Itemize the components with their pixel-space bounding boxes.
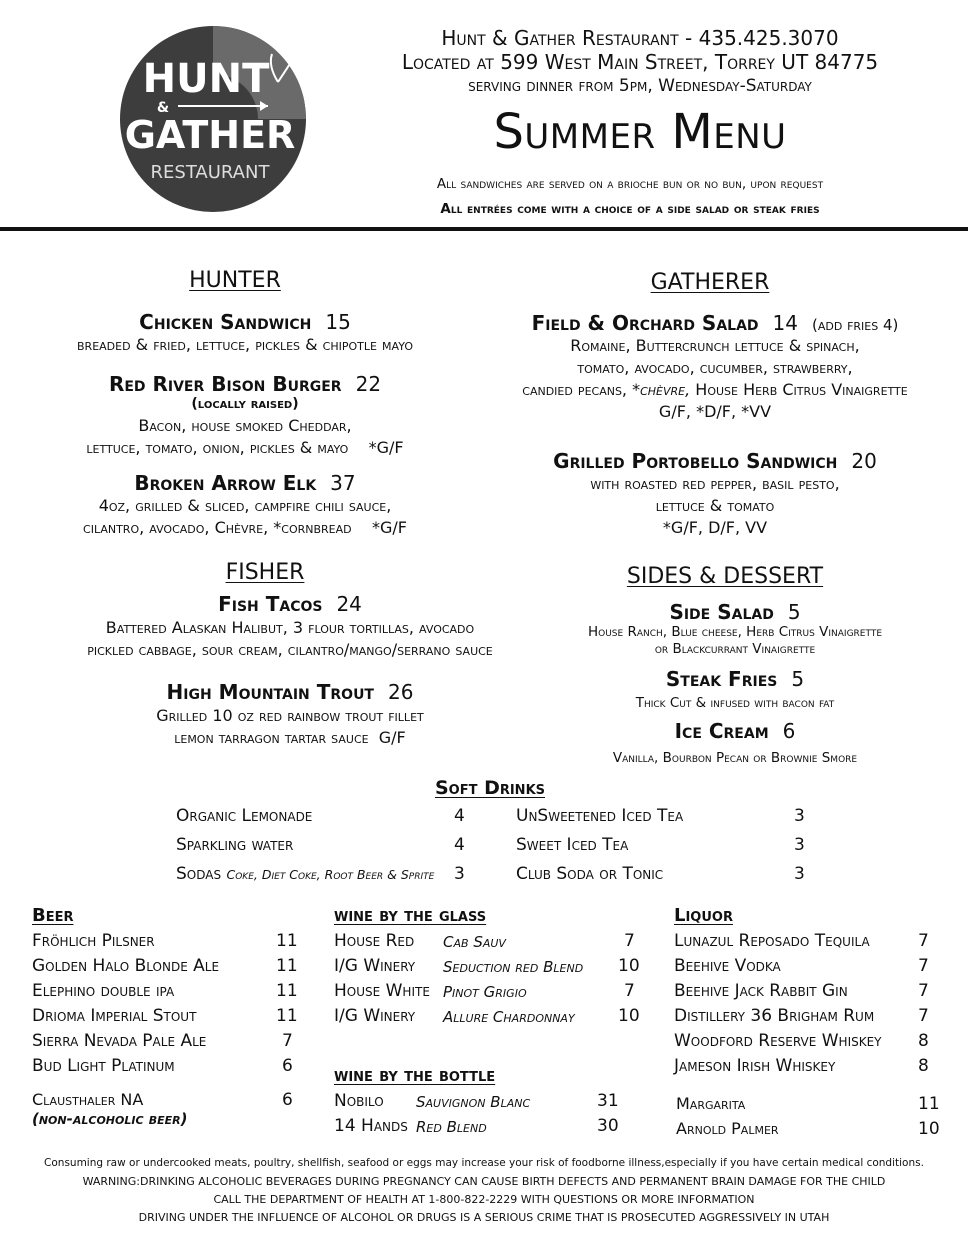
soft-drink-price: 3 [454, 864, 465, 884]
fisher-heading: FISHER [225, 560, 305, 585]
beer-item: Elephino double ipa [32, 981, 175, 1001]
item-description: lettuce & tomato [655, 496, 775, 515]
liquor-item: Arnold Palmer [676, 1119, 779, 1138]
wine-varietal: Pinot Grigio [443, 983, 527, 1001]
soft-drink-item: UnSweetened Iced Tea [516, 806, 684, 826]
menu-item-trout: High Mountain Trout 26 [166, 680, 414, 704]
dietary-tags: *G/F, D/F, VV [662, 518, 768, 537]
menu-item-bison-burger: Red River Bison Burger 22 [108, 372, 382, 396]
beer-price: 11 [276, 931, 298, 951]
item-description: 4oz, grilled & sliced, campfire chili sauce, [98, 496, 392, 515]
liquor-item: Margarita [676, 1094, 746, 1113]
item-description: Bacon, house smoked Cheddar, [138, 416, 352, 435]
wine-glass-heading: wine by the glass [334, 905, 487, 926]
footer-warning: WARNING:DRINKING ALCOHOLIC BEVERAGES DURING PREGNANCY CAN CAUSE BIRTH DEFECTS AND PERMANENT BRAIN DAMAGE FOR THE CHILD [82, 1175, 886, 1188]
liquor-price: 8 [918, 1031, 929, 1051]
liquor-price: 10 [918, 1119, 940, 1139]
liquor-price: 11 [918, 1094, 940, 1114]
wine-price: 10 [618, 1006, 640, 1026]
footer-dui-warning: DRIVING UNDER THE INFLUENCE OF ALCOHOL OR DRUGS IS A SERIOUS CRIME THAT IS PROSECUTED AGGRESSIVELY IN UTAH [138, 1211, 830, 1224]
sandwich-note: All sandwiches are served on a brioche bun or no bun, upon request [436, 176, 824, 192]
liquor-item: Lunazul Reposado Tequila [674, 931, 870, 951]
menu-title: Summer Menu [493, 104, 787, 160]
soft-drink-price: 4 [454, 835, 465, 855]
beer-item: Sierra Nevada Pale Ale [32, 1031, 207, 1051]
beer-price: 11 [276, 1006, 298, 1026]
sides-heading: SIDES & DESSERT [626, 564, 824, 589]
liquor-item: Jameson Irish Whiskey [674, 1056, 836, 1076]
menu-item-side-salad: Side Salad 5 [669, 600, 801, 624]
liquor-item: Distillery 36 Brigham Rum [674, 1006, 875, 1026]
item-description: with roasted red pepper, basil pesto, [590, 474, 840, 493]
beer-item: Bud Light Platinum [32, 1056, 175, 1076]
wine-varietal: Cab Sauv [443, 933, 506, 951]
wine-item: I/G Winery [334, 956, 416, 976]
item-description: cilantro, avocado, Chèvre, *cornbread *G/F [83, 518, 407, 537]
item-description: tomato, avocado, cucumber, strawberry, [577, 358, 853, 377]
item-description: pickled cabbage, sour cream, cilantro/mango/serrano sauce [87, 640, 493, 659]
beer-item: Drioma Imperial Stout [32, 1006, 197, 1026]
hunter-heading: HUNTER [189, 268, 281, 293]
soft-drink-item: Club Soda or Tonic [516, 864, 664, 884]
wine-price: 10 [618, 956, 640, 976]
wine-varietal: Sauvignon Blanc [416, 1093, 531, 1111]
soft-drink-price: 3 [794, 806, 805, 826]
soft-drink-item: Organic Lemonade [176, 806, 313, 826]
beer-price: 6 [282, 1056, 293, 1076]
item-description: breaded & fried, lettuce, pickles & chipotle mayo [77, 335, 413, 354]
wine-varietal: Allure Chardonnay [443, 1008, 575, 1026]
menu-item-fish-tacos: Fish Tacos 24 [218, 592, 362, 616]
item-description: Romaine, Buttercrunch lettuce & spinach, [570, 336, 860, 355]
item-description: or Blackcurrant Vinaigrette [654, 641, 816, 657]
entree-note: All entrées come with a choice of a side salad or steak fries [440, 201, 820, 217]
wine-item: Nobilo [334, 1091, 384, 1111]
beer-note: (non-alcoholic beer) [32, 1110, 188, 1128]
beer-price: 11 [276, 981, 298, 1001]
dietary-tags: G/F, *D/F, *VV [658, 402, 772, 421]
item-description: House Ranch, Blue cheese, Herb Citrus Vinaigrette [587, 624, 883, 640]
wine-price: 30 [597, 1116, 619, 1136]
footer-health-contact: CALL THE DEPARTMENT OF HEALTH AT 1-800-822-2229 WITH QUESTIONS OR MORE INFORMATION [213, 1193, 755, 1206]
wine-bottle-heading: wine by the bottle [334, 1065, 496, 1086]
menu-item-elk: Broken Arrow Elk 37 [134, 471, 356, 495]
liquor-heading: Liquor [674, 905, 733, 926]
logo-text-hunt: HUNT [142, 56, 270, 102]
liquor-price: 7 [918, 931, 929, 951]
beer-price: 7 [282, 1031, 293, 1051]
svg-text:&: & [156, 100, 170, 116]
wine-price: 31 [597, 1091, 619, 1111]
wine-item: House White [334, 981, 430, 1001]
item-description: Vanilla, Bourbon Pecan or Brownie Smore [612, 750, 858, 766]
wine-item: I/G Winery [334, 1006, 416, 1026]
wine-item: House Red [334, 931, 415, 951]
liquor-price: 7 [918, 981, 929, 1001]
soft-drink-price: 3 [794, 835, 805, 855]
header-divider [0, 227, 968, 231]
beer-price: 11 [276, 956, 298, 976]
item-description: lettuce, tomato, onion, pickles & mayo *G/F [86, 438, 404, 457]
menu-item-portobello: Grilled Portobello Sandwich 20 [553, 449, 877, 473]
soft-drink-item: Sweet Iced Tea [516, 835, 629, 855]
item-description: candied pecans, *chèvre, House Herb Citrus Vinaigrette [522, 380, 908, 399]
gatherer-heading: GATHERER [650, 270, 770, 295]
wine-varietal: Red Blend [416, 1118, 487, 1136]
liquor-price: 8 [918, 1056, 929, 1076]
wine-price: 7 [624, 981, 635, 1001]
soft-drink-item: Sodas Coke, Diet Coke, Root Beer & Sprite [176, 864, 435, 884]
liquor-price: 7 [918, 956, 929, 976]
wine-varietal: Seduction red Blend [443, 958, 584, 976]
wine-item: 14 Hands [334, 1116, 408, 1136]
header-address: Located at 599 West Main Street, Torrey UT 84775 [401, 50, 879, 74]
item-description: Grilled 10 oz red rainbow trout fillet [156, 706, 424, 725]
header-hours: serving dinner from 5pm, Wednesday-Saturday [468, 76, 812, 96]
beer-item: Fröhlich Pilsner [32, 931, 155, 951]
liquor-item: Beehive Jack Rabbit Gin [674, 981, 848, 1001]
logo-text-restaurant: RESTAURANT [150, 162, 270, 183]
footer-disclaimer: Consuming raw or undercooked meats, poultry, shellfish, seafood or eggs may increase your risk of foodborne illness,especially if you have certain medical conditions. [44, 1157, 924, 1169]
beer-price: 6 [282, 1090, 293, 1110]
item-description: lemon tarragon tartar sauce G/F [174, 728, 406, 747]
soft-drink-price: 3 [794, 864, 805, 884]
item-description: Battered Alaskan Halibut, 3 flour tortillas, avocado [105, 618, 475, 637]
header-contact: Hunt & Gather Restaurant - 435.425.3070 [441, 26, 839, 50]
liquor-price: 7 [918, 1006, 929, 1026]
menu-item-ice-cream: Ice Cream 6 [674, 719, 796, 743]
soft-drink-price: 4 [454, 806, 465, 826]
item-description: Thick Cut & infused with bacon fat [635, 695, 835, 711]
liquor-item: Beehive Vodka [674, 956, 781, 976]
menu-item-chicken-sandwich: Chicken Sandwich 15 [139, 310, 351, 334]
beer-item: Golden Halo Blonde Ale [32, 956, 220, 976]
item-subnote: (locally raised) [191, 396, 299, 412]
soft-drink-item: Sparkling water [176, 835, 294, 855]
wine-price: 7 [624, 931, 635, 951]
menu-item-steak-fries: Steak Fries 5 [665, 667, 805, 691]
beer-item: Clausthaler NA [32, 1090, 144, 1109]
menu-item-field-orchard-salad: Field & Orchard Salad 14 (add fries 4) [531, 311, 899, 335]
beer-heading: Beer [32, 905, 74, 926]
restaurant-logo [118, 24, 308, 214]
logo-text-gather: GATHER [124, 113, 296, 157]
soft-drinks-heading: Soft Drinks [434, 777, 546, 799]
liquor-item: Woodford Reserve Whiskey [674, 1031, 882, 1051]
